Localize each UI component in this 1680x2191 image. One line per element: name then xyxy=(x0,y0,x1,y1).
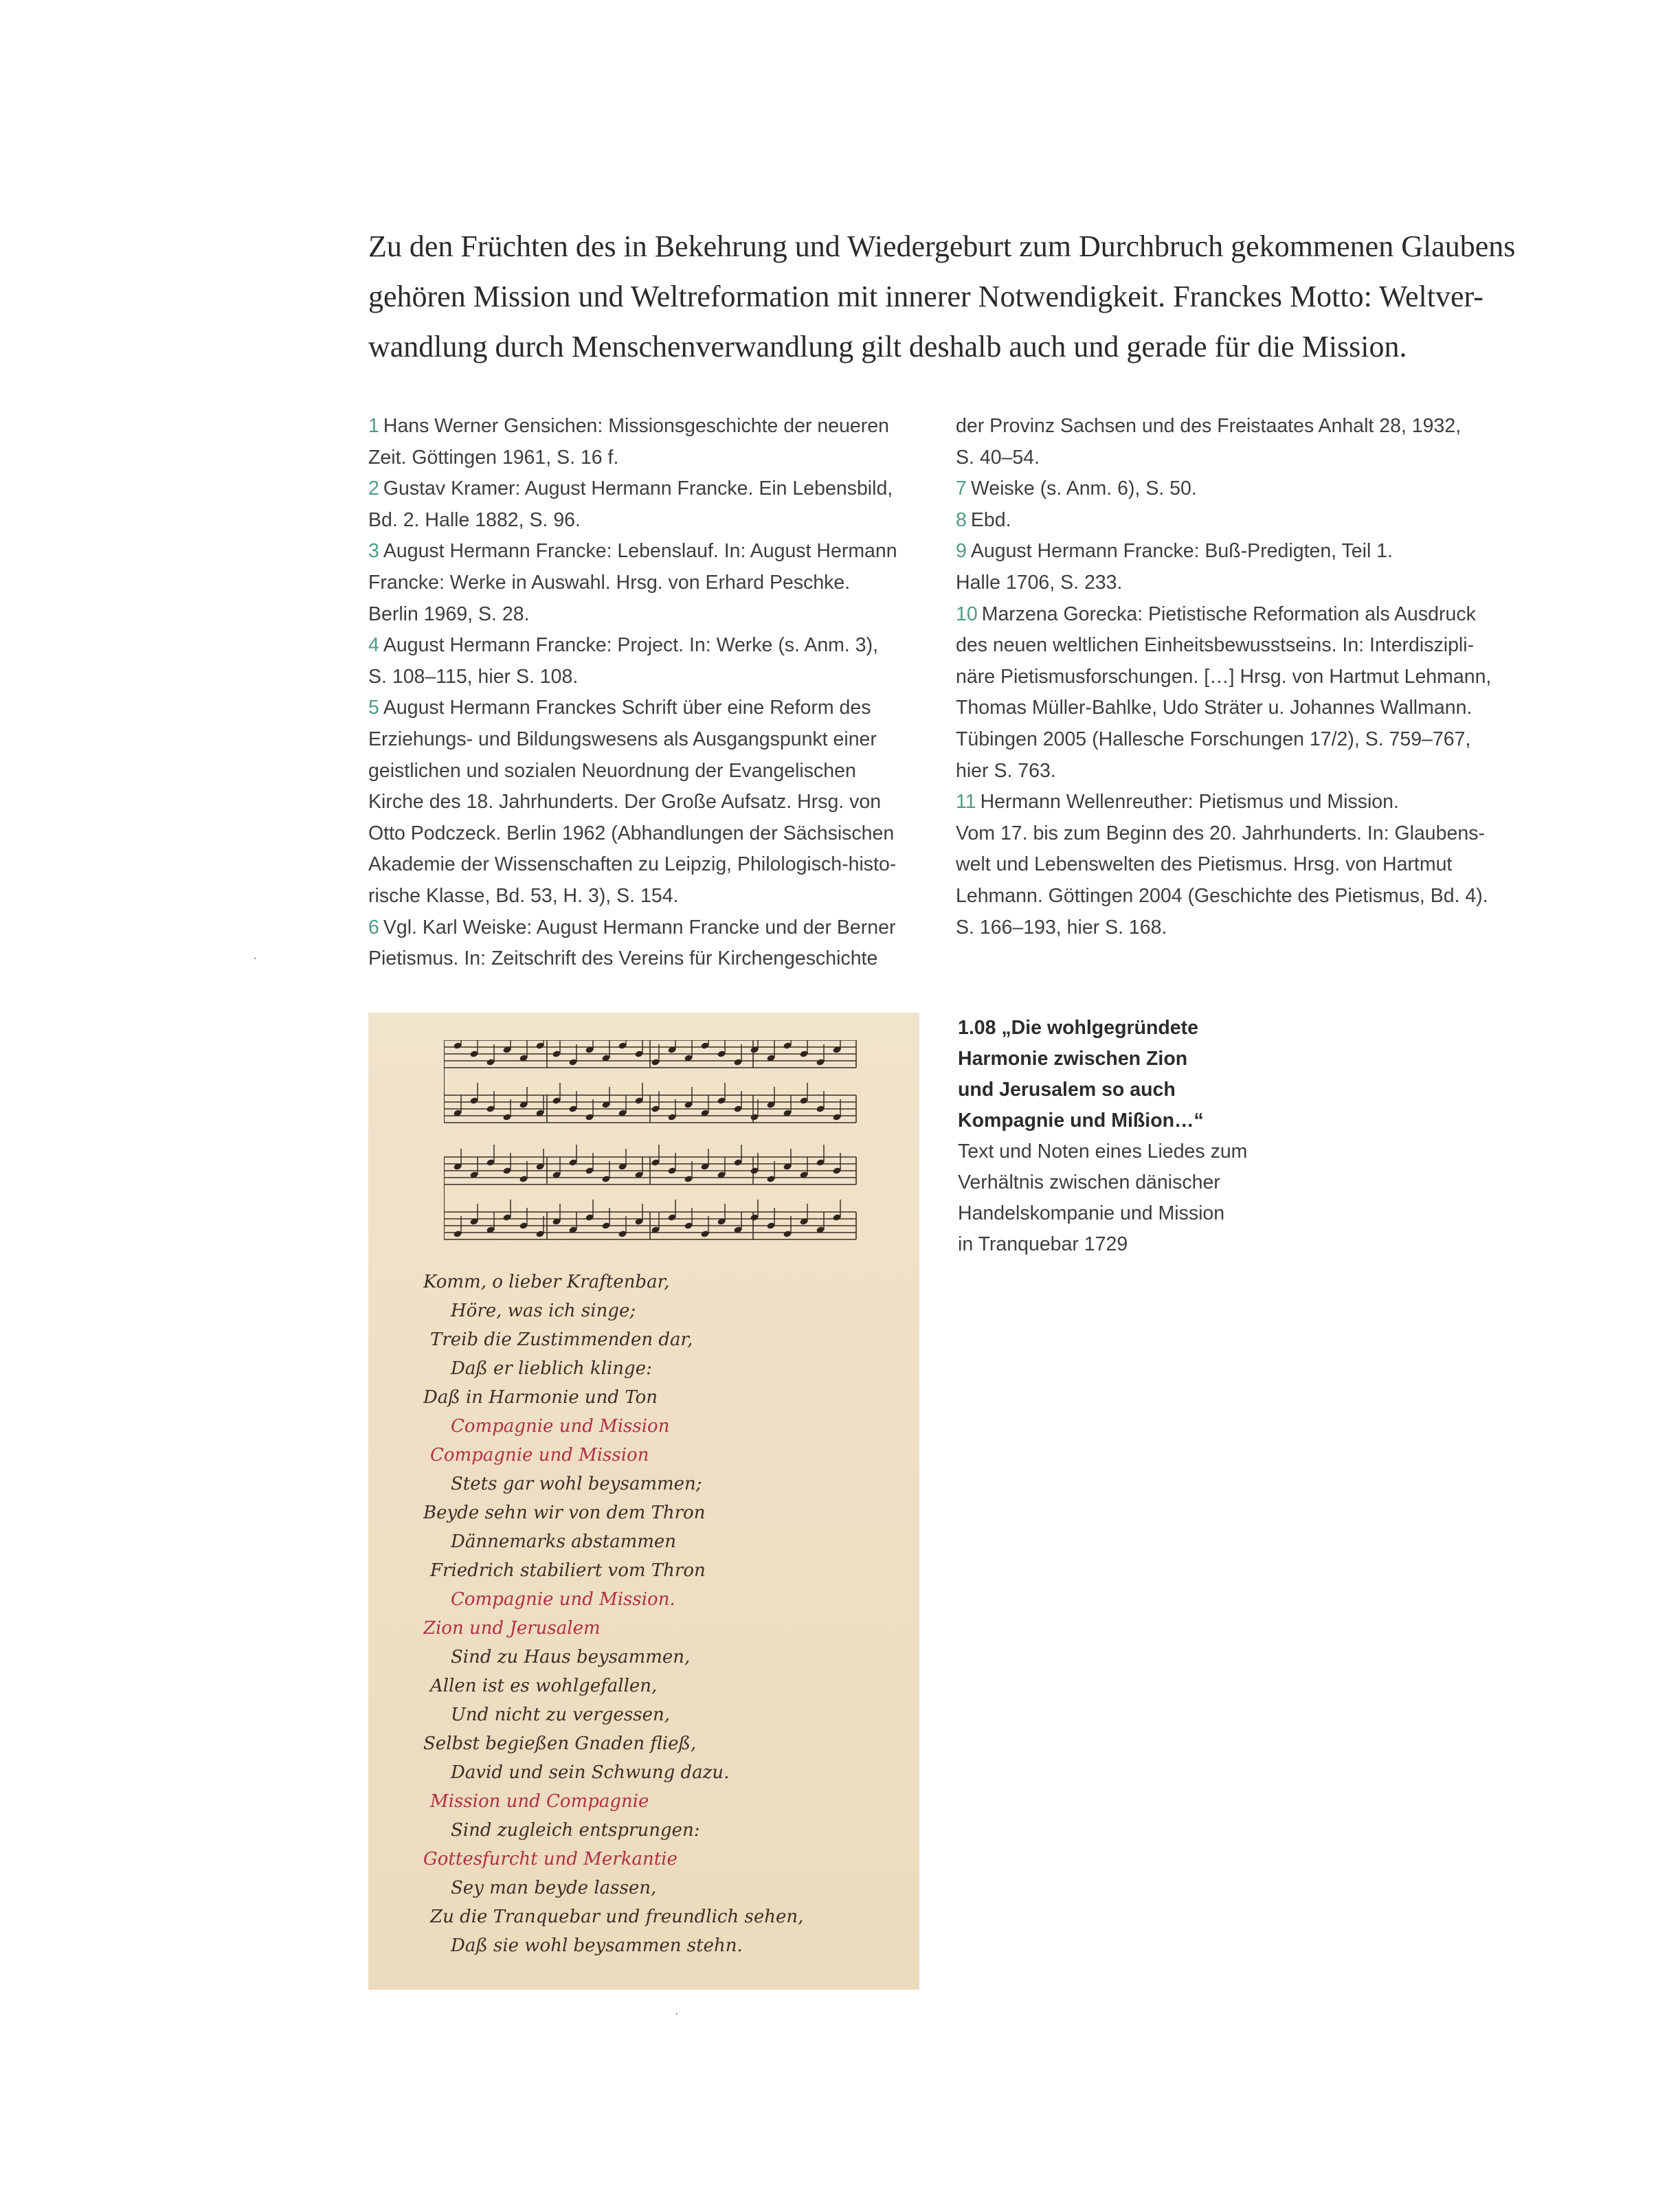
manuscript-line: David und sein Schwung dazu. xyxy=(451,1762,730,1783)
footnote-text: Weiske (s. Anm. 6), S. 50. xyxy=(970,477,1197,500)
footnote-continuation: Tübingen 2005 (Hallesche Forschungen 17/2), S. 759–767, xyxy=(956,728,1471,750)
manuscript-line: Compagnie und Mission xyxy=(430,1445,649,1465)
caption-text-line: in Tranquebar 1729 xyxy=(958,1233,1128,1255)
intro-line: Zu den Früchten des in Bekehrung und Wiedergeburt zum Durchbruch gekommenen Glaubens xyxy=(368,229,1516,263)
caption-title-line: 1.08 „Die wohlgegründete xyxy=(958,1017,1198,1039)
footnote-continuation: Zeit. Göttingen 1961, S. 16 f. xyxy=(368,446,619,469)
footnote-text: Vgl. Karl Weiske: August Hermann Francke und der Berner xyxy=(383,916,896,939)
manuscript-line: Zu die Tranquebar und freundlich sehen, xyxy=(430,1907,804,1927)
footnote-number: 3 xyxy=(368,540,379,563)
footnote-number: 8 xyxy=(956,508,967,531)
footnote-continuation: Akademie der Wissenschaften zu Leipzig, Philologisch-histo- xyxy=(368,853,897,876)
manuscript-line: Allen ist es wohlgefallen, xyxy=(430,1676,658,1696)
footnotes-column-right xyxy=(956,411,1505,943)
footnote-continuation: Francke: Werke in Auswahl. Hrsg. von Erhard Peschke. xyxy=(368,571,851,594)
footnote-continuation: des neuen weltlichen Einheitsbewusstseins. In: Interdiszipli- xyxy=(956,634,1475,657)
caption-text-line: Text und Noten eines Liedes zum xyxy=(958,1141,1248,1162)
manuscript-lyrics xyxy=(423,1246,877,1975)
footnote-continuation: Berlin 1969, S. 28. xyxy=(368,603,530,625)
footnote-continuation: Thomas Müller-Bahlke, Udo Sträter u. Johannes Wallmann. xyxy=(956,697,1472,719)
footnote-text: August Hermann Franckes Schrift über eine Reform des xyxy=(383,697,871,719)
footnote-continuation: Otto Podczeck. Berlin 1962 (Abhandlungen der Sächsischen xyxy=(368,822,895,844)
manuscript-line: Daß sie wohl beysammen stehn. xyxy=(451,1935,743,1956)
footnote xyxy=(368,630,918,662)
footnote xyxy=(368,912,918,944)
footnote-number: 4 xyxy=(368,634,379,657)
manuscript-line: Compagnie und Mission xyxy=(451,1416,670,1437)
footnote-number: 7 xyxy=(956,477,967,500)
footnote-continuation: Pietismus. In: Zeitschrift des Vereins für Kirchengeschichte xyxy=(368,947,878,970)
manuscript-line: Dännemarks abstammen xyxy=(451,1531,677,1552)
manuscript-line: Gottesfurcht und Merkantie xyxy=(423,1849,677,1869)
footnote-text: Ebd. xyxy=(970,508,1011,531)
footnote-continuation: S. 166–193, hier S. 168. xyxy=(956,916,1167,939)
footnote-continuation: S. 108–115, hier S. 108. xyxy=(368,665,579,688)
caption-text-line: Verhältnis zwischen dänischer xyxy=(958,1171,1220,1193)
footnote-text: der Provinz Sachsen und des Freistaates Anhalt 28, 1932, xyxy=(956,415,1461,437)
footnote xyxy=(956,473,1505,505)
manuscript-line: Selbst begießen Gnaden fließ, xyxy=(423,1733,697,1754)
footnote-number: 5 xyxy=(368,697,379,719)
manuscript-line: Und nicht zu vergessen, xyxy=(451,1705,670,1725)
manuscript-line: Daß er lieblich klinge: xyxy=(451,1358,652,1379)
footnote xyxy=(956,536,1505,568)
manuscript-line: Komm, o lieber Kraftenbar, xyxy=(423,1272,670,1292)
footnote-number: 10 xyxy=(956,603,978,625)
footnotes-column-left xyxy=(368,411,918,975)
manuscript-line: Sind zu Haus beysammen, xyxy=(451,1647,691,1667)
print-dot xyxy=(676,2013,677,2014)
footnote xyxy=(368,473,918,505)
manuscript-line: Beyde sehn wir von dem Thron xyxy=(423,1503,706,1523)
intro-line: gehören Mission und Weltreformation mit innerer Notwendigkeit. Franckes Motto: Weltver- xyxy=(368,280,1483,313)
footnote xyxy=(368,536,918,568)
footnote-continuation: Erziehungs- und Bildungswesens als Ausgangspunkt einer xyxy=(368,728,877,750)
footnote-text: August Hermann Francke: Project. In: Werke (s. Anm. 3), xyxy=(383,634,879,657)
intro-line: wandlung durch Menschenverwandlung gilt deshalb auch und gerade für die Mission. xyxy=(368,330,1407,363)
footnote xyxy=(368,693,918,724)
manuscript-line: Höre, was ich singe; xyxy=(451,1301,636,1321)
manuscript-line: Treib die Zustimmenden dar, xyxy=(430,1329,693,1350)
footnote-continuation: hier S. 763. xyxy=(956,759,1056,782)
footnote-continuation: welt und Lebenswelten des Pietismus. Hrsg. von Hartmut xyxy=(956,853,1453,876)
caption-text-line: Handelskompanie und Mission xyxy=(958,1202,1225,1224)
footnote-number: 2 xyxy=(368,477,379,500)
footnote-text: Gustav Kramer: August Hermann Francke. Ein Lebensbild, xyxy=(383,477,893,500)
footnote xyxy=(956,787,1505,818)
footnote-continuation: Lehmann. Göttingen 2004 (Geschichte des Pietismus, Bd. 4). xyxy=(956,884,1488,907)
footnote-continuation: Vom 17. bis zum Beginn des 20. Jahrhunderts. In: Glaubens- xyxy=(956,822,1485,844)
footnote-continuation: geistlichen und sozialen Neuordnung der Evangelischen xyxy=(368,759,856,782)
manuscript-line: Sey man beyde lassen, xyxy=(451,1878,657,1898)
manuscript-line: Friedrich stabiliert vom Thron xyxy=(430,1560,706,1581)
footnote-text: August Hermann Francke: Buß-Predigten, Teil 1. xyxy=(970,540,1393,563)
footnote-number: 11 xyxy=(956,791,976,813)
footnote-number: 6 xyxy=(368,916,379,939)
caption-title-line: Kompagnie und Mißion…“ xyxy=(958,1110,1204,1132)
footnote-text: Hans Werner Gensichen: Missionsgeschichte der neueren xyxy=(383,415,889,437)
footnote-number: 9 xyxy=(956,540,967,563)
manuscript-line: Stets gar wohl beysammen; xyxy=(451,1474,702,1494)
manuscript-line: Compagnie und Mission. xyxy=(451,1589,675,1610)
caption-title-line: Harmonie zwischen Zion xyxy=(958,1048,1188,1070)
footnote xyxy=(956,505,1505,537)
footnote-continuation: Halle 1706, S. 233. xyxy=(956,571,1123,594)
manuscript-line: Mission und Compagnie xyxy=(430,1791,649,1812)
manuscript-image xyxy=(368,1013,919,1990)
intro-paragraph xyxy=(368,221,1516,372)
manuscript-line: Zion und Jerusalem xyxy=(423,1618,601,1639)
footnote-continuation: rische Klasse, Bd. 53, H. 3), S. 154. xyxy=(368,884,679,907)
footnote-continuation: Kirche des 18. Jahrhunderts. Der Große Aufsatz. Hrsg. von xyxy=(368,791,882,813)
footnote-continuation: S. 40–54. xyxy=(956,446,1040,469)
footnote xyxy=(956,599,1505,631)
manuscript-line: Daß in Harmonie und Ton xyxy=(423,1387,658,1408)
footnote-number: 1 xyxy=(368,415,379,437)
print-dot xyxy=(254,958,256,959)
music-score xyxy=(444,1040,870,1274)
footnote-text: Marzena Gorecka: Pietistische Reformation als Ausdruck xyxy=(981,603,1476,625)
footnote xyxy=(368,411,918,442)
footnote-text: Hermann Wellenreuther: Pietismus und Mission. xyxy=(980,791,1399,813)
manuscript-line: Sind zugleich entsprungen: xyxy=(451,1820,700,1841)
footnote-continuation: Bd. 2. Halle 1882, S. 96. xyxy=(368,508,581,531)
figure-caption xyxy=(958,1013,1274,1260)
footnote xyxy=(956,411,1505,442)
footnote-continuation: näre Pietismusforschungen. […] Hrsg. von Hartmut Lehmann, xyxy=(956,665,1492,688)
footnote-text: August Hermann Francke: Lebenslauf. In: August Hermann xyxy=(383,540,897,563)
caption-title-line: und Jerusalem so auch xyxy=(958,1079,1176,1101)
